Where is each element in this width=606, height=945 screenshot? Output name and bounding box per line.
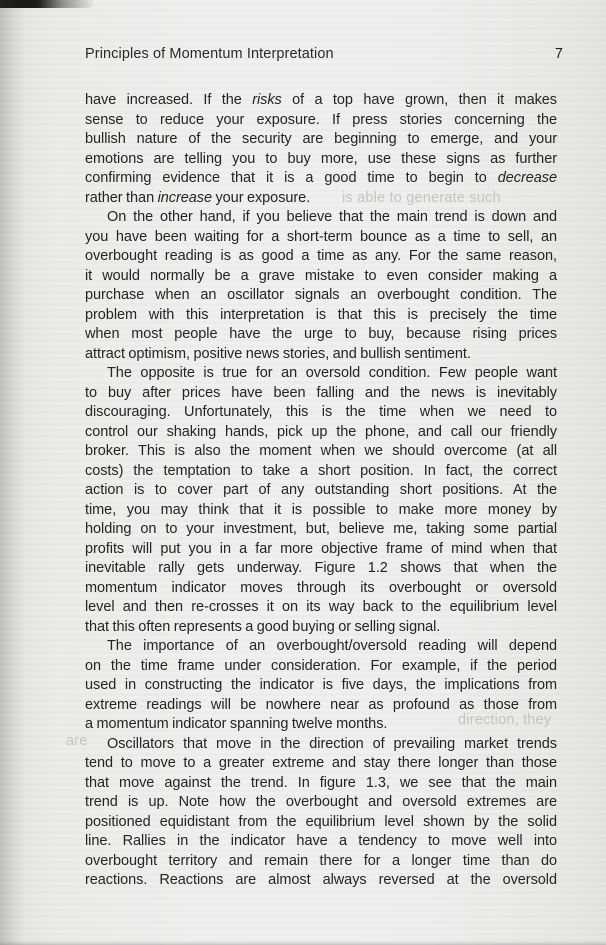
text-line: have increased. If the risks of a top have grown, then it makes (85, 92, 557, 108)
text-line: Oscillators that move in the direction of prevailing market trends (107, 735, 557, 752)
text-line: sense to reduce your exposure. If press stories concerning the (85, 111, 557, 128)
text-line: action is to cover part of any outstanding short positions. At the (85, 482, 557, 498)
text-line: rather than increase your exposure. (85, 189, 311, 206)
scan-bottom-edge (0, 941, 606, 945)
text-line: The importance of an overbought/oversold reading will depend (107, 638, 557, 654)
text-line: attract optimism, positive news stories, and bullish sentiment. (85, 345, 471, 362)
bleed-through-text: direction, they (458, 712, 552, 728)
text-line: when most people have the urge to buy, because rising prices (85, 326, 557, 342)
page-curve-shadow (0, 0, 26, 945)
text-line: you have been waiting for a short-term bounce as a time to sell, an (85, 228, 557, 245)
text-line: trend is up. Note how the overbought and oversold extremes are (85, 794, 557, 810)
text-line: line. Rallies in the indicator have a tendency to move well into (85, 833, 557, 849)
text-line: a momentum indicator spanning twelve months. (85, 716, 388, 732)
text-line: control our shaking hands, pick up the phone, and call our friendly (85, 423, 557, 440)
text-line: tend to move to a greater extreme and stay there longer than those (85, 755, 557, 771)
bleed-through-text: are (66, 733, 88, 749)
text-line: confirming evidence that it is a good time to begin to decrease (85, 170, 557, 186)
text-line: that move against the trend. In figure 1.3, we see that the main (85, 774, 557, 791)
text-line: level and then re-crosses it on its way back to the equilibrium level (85, 599, 557, 615)
text-line: reactions. Reactions are almost always reversed at the oversold (85, 872, 557, 888)
text-line: On the other hand, if you believe that the main trend is down and (107, 209, 557, 225)
text-line: that this often represents a good buying or selling signal. (85, 618, 441, 635)
text-line: The opposite is true for an oversold condition. Few people want (107, 365, 557, 381)
bleed-through-text: is able to generate such (342, 190, 501, 206)
text-line: broker. This is also the moment when we should overcome (at all (85, 443, 557, 459)
text-line: purchase when an oscillator signals an overbought condition. The (85, 287, 557, 303)
text-line: overbought reading is as good a time as any. For the same reason, (85, 248, 557, 264)
text-line: emotions are telling you to buy more, use these signs as further (85, 150, 557, 167)
text-line: on the time frame under consideration. For example, if the period (85, 657, 557, 674)
text-line: time, you may think that it is possible to make more money by (85, 501, 557, 518)
text-line: momentum indicator moves through its overbought or oversold (85, 579, 557, 596)
text-line: used in constructing the indicator is five days, the implications from (85, 677, 557, 693)
text-line: costs) the temptation to take a short position. In fact, the correct (85, 462, 557, 479)
page-number: 7 (554, 46, 563, 62)
text-line: positioned equidistant from the equilibrium level shown by the solid (85, 813, 557, 830)
text-line: extreme readings will be nowhere near as profound as those from (85, 696, 557, 713)
text-line: overbought territory and remain there for a longer time than do (85, 852, 557, 869)
text-line: to buy after prices have been falling and the news is inevitably (85, 384, 557, 401)
text-line: holding on to your investment, but, believe me, taking some partial (85, 521, 557, 537)
text-line: it would normally be a grave mistake to even consider making a (85, 267, 557, 284)
text-line: inevitable rally gets underway. Figure 1.2 shows that when the (85, 560, 557, 576)
page-header (85, 46, 563, 62)
scan-edge-artifact (0, 0, 96, 8)
body-text (85, 91, 557, 891)
text-line: problem with this interpretation is that this is precisely the time (85, 306, 557, 323)
text-line: profits will put you in a far more objective frame of mind when that (85, 540, 557, 557)
running-head-title: Principles of Momentum Interpretation (85, 46, 334, 62)
text-line: discouraging. Unfortunately, this is the time when we need to (85, 404, 557, 420)
text-line: bullish nature of the security are beginning to emerge, and your (85, 131, 557, 147)
